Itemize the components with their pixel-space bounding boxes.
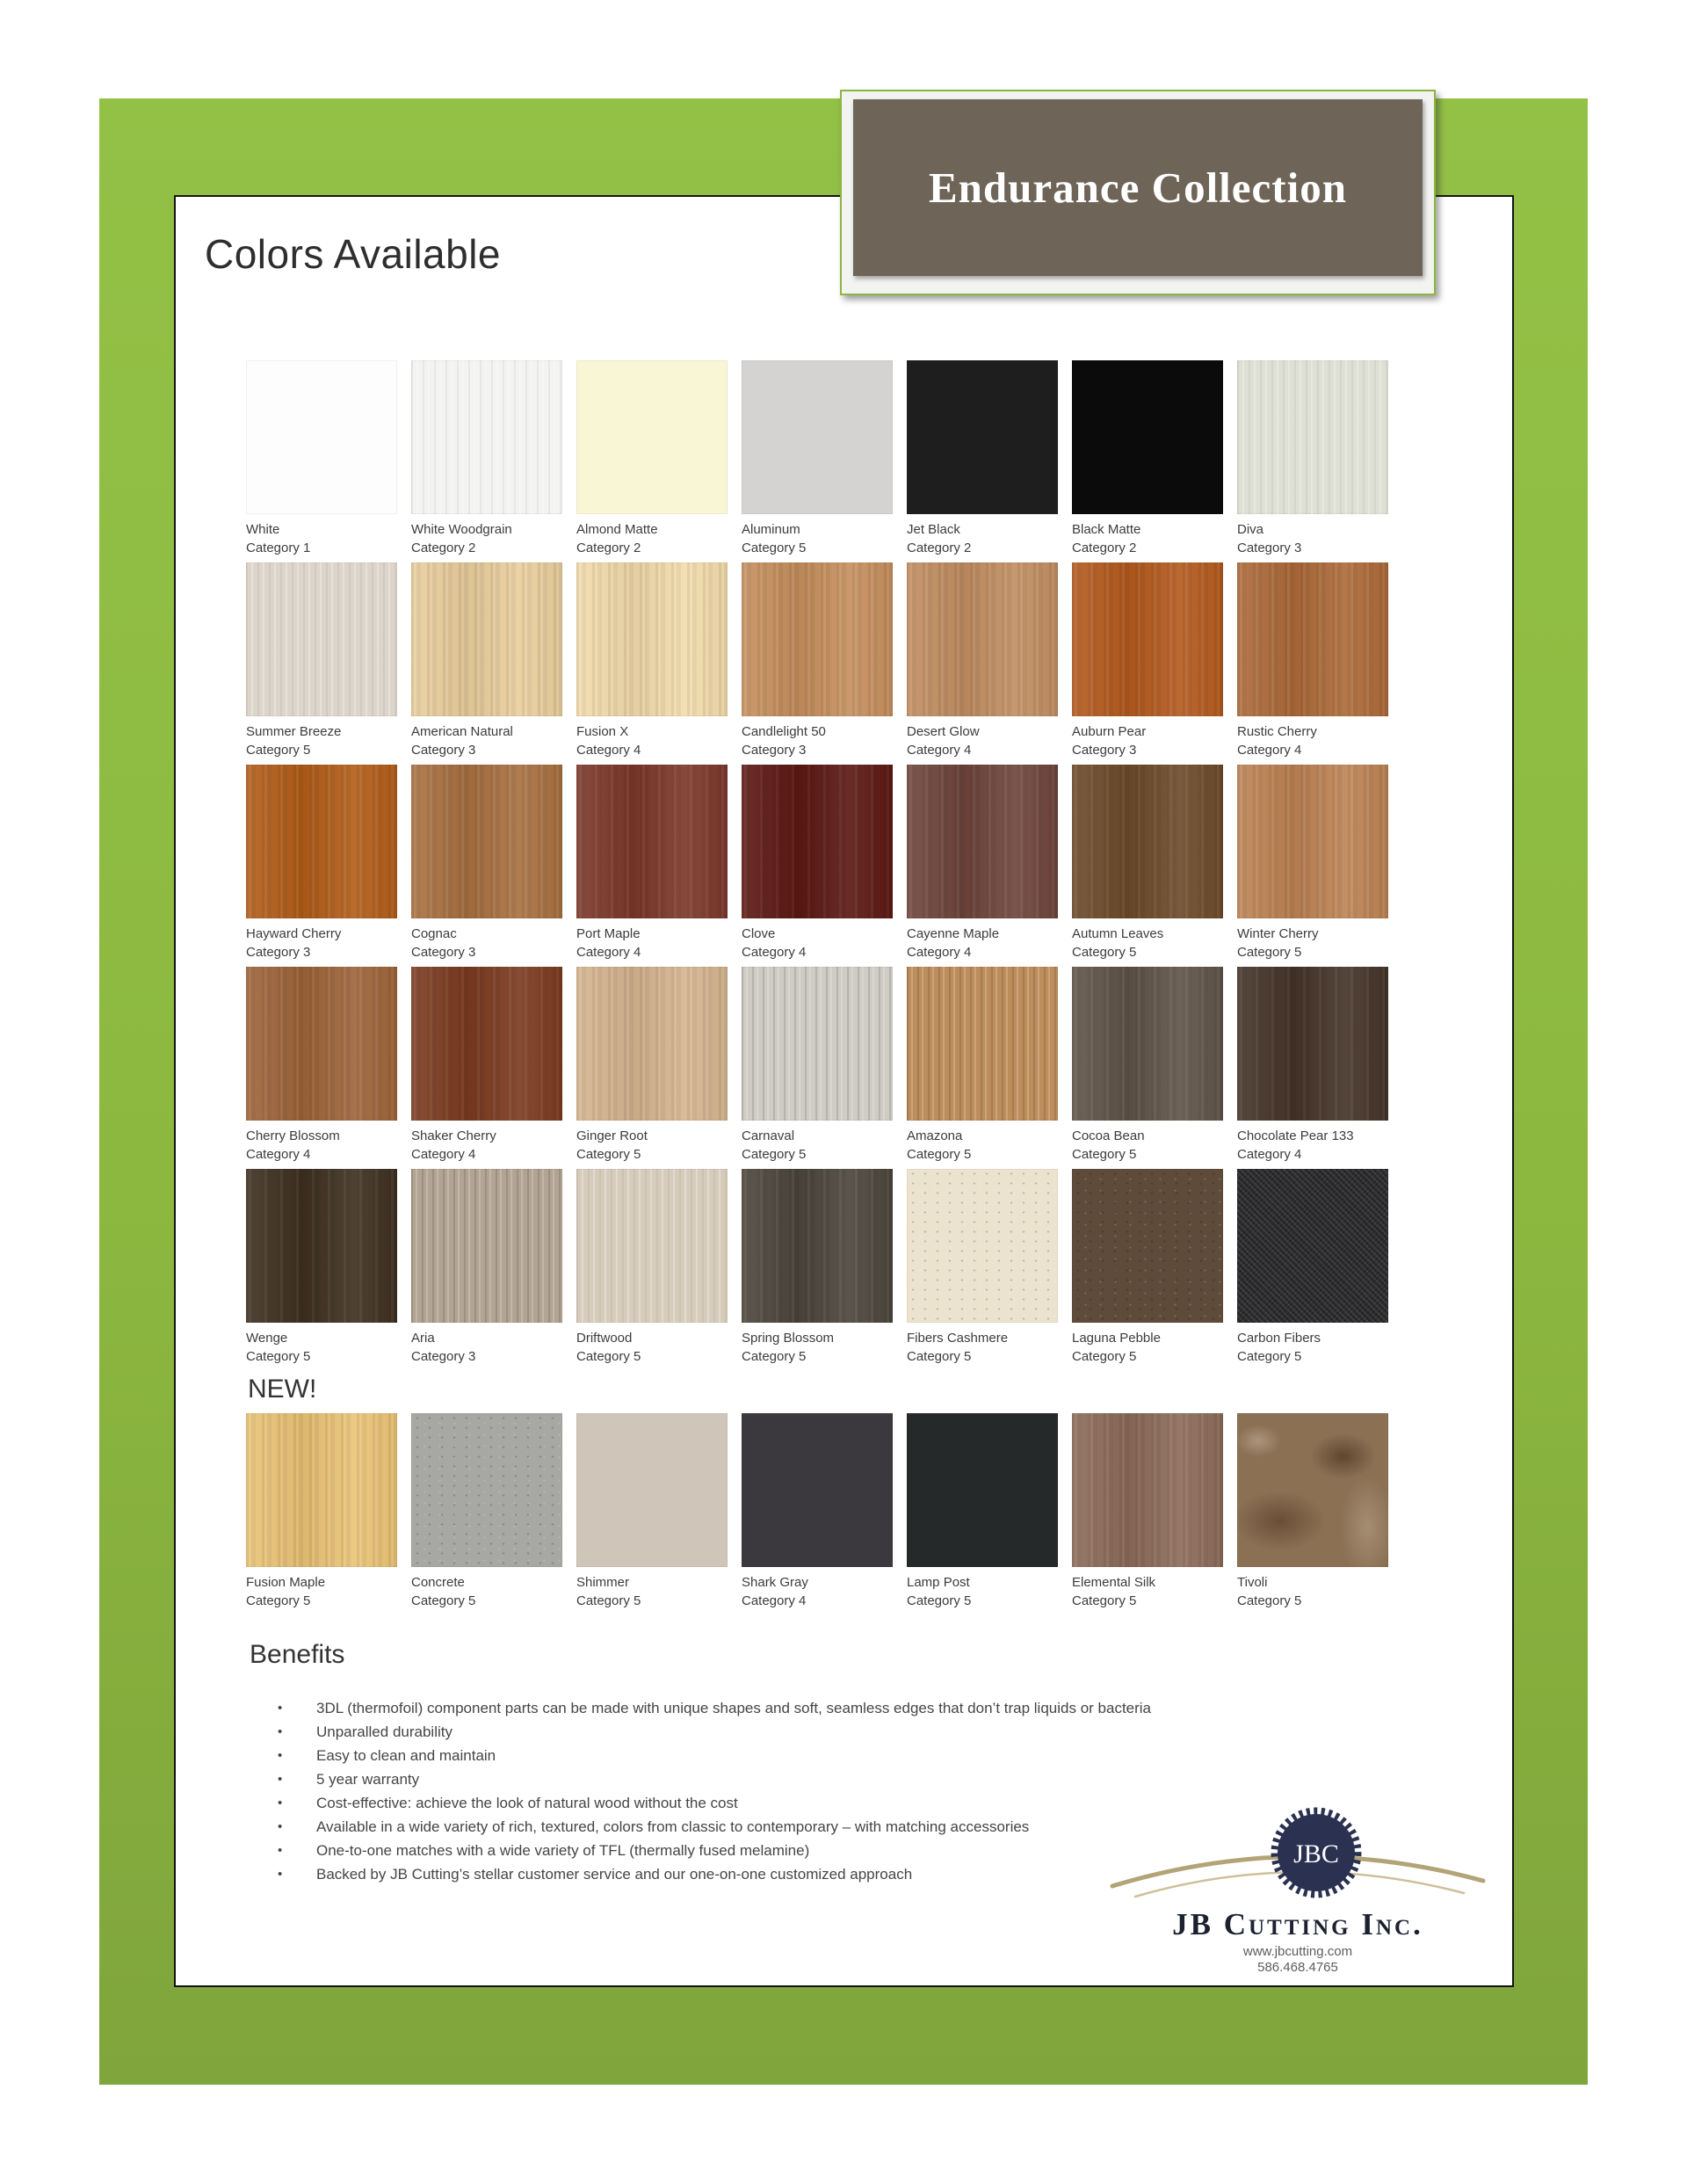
swatch-name: Laguna Pebble xyxy=(1072,1331,1161,1346)
swatch-name: Spring Blossom xyxy=(742,1331,835,1346)
swatch-sample xyxy=(246,967,397,1121)
swatch-category: Category 2 xyxy=(576,541,641,555)
swatch-sample xyxy=(1072,360,1223,514)
swatch-row xyxy=(246,562,1397,765)
benefits-heading: Benefits xyxy=(250,1640,345,1669)
swatch-sample xyxy=(411,1413,562,1567)
swatch-label xyxy=(742,925,893,961)
swatch-sample xyxy=(907,360,1058,514)
swatch-row xyxy=(246,1169,1397,1371)
swatch-label xyxy=(1072,1329,1223,1366)
swatch-label xyxy=(411,1329,562,1366)
swatch-sample xyxy=(411,765,562,918)
swatch-label xyxy=(576,925,728,961)
swatch-name: Autumn Leaves xyxy=(1072,926,1164,941)
swatch-name: Cognac xyxy=(411,926,457,941)
logo-website: www.jbcutting.com xyxy=(1242,1944,1353,1959)
swatch-cell xyxy=(411,562,562,765)
swatch-category: Category 5 xyxy=(576,1349,641,1364)
swatch-label xyxy=(1072,520,1223,557)
swatch-cell xyxy=(907,360,1058,562)
swatch-label xyxy=(742,1127,893,1164)
swatch-cell xyxy=(576,360,728,562)
swatch-sample xyxy=(246,765,397,918)
swatch-sample xyxy=(576,967,728,1121)
benefit-item: • Easy to clean and maintain xyxy=(246,1744,1397,1767)
benefit-item: • Unparalled durability xyxy=(246,1720,1397,1744)
swatch-category: Category 3 xyxy=(411,945,476,960)
swatch-category: Category 5 xyxy=(1237,1349,1302,1364)
swatch-category: Category 3 xyxy=(1237,541,1302,555)
swatch-label xyxy=(576,520,728,557)
swatch-category: Category 5 xyxy=(907,1593,972,1608)
swatch-category: Category 5 xyxy=(576,1147,641,1162)
swatch-name: Carbon Fibers xyxy=(1237,1331,1321,1346)
swatch-sample xyxy=(907,1413,1058,1567)
swatch-cell xyxy=(576,967,728,1169)
swatch-category: Category 1 xyxy=(246,541,311,555)
swatch-label xyxy=(246,1329,397,1366)
swatch-sample xyxy=(907,967,1058,1121)
swatch-name: Clove xyxy=(742,926,776,941)
swatch-label xyxy=(576,1573,728,1610)
swatch-cell xyxy=(576,1169,728,1371)
swatch-category: Category 5 xyxy=(742,1349,807,1364)
swatch-grid xyxy=(246,360,1397,1886)
swatch-label xyxy=(1072,722,1223,759)
swatch-cell xyxy=(411,1169,562,1371)
swatch-label xyxy=(1237,520,1388,557)
swatch-category: Category 5 xyxy=(246,1349,311,1364)
swatch-category: Category 3 xyxy=(411,743,476,758)
swatch-cell xyxy=(907,967,1058,1169)
swatch-label xyxy=(907,520,1058,557)
swatch-sample xyxy=(907,765,1058,918)
swatch-sample xyxy=(411,967,562,1121)
swatch-row xyxy=(246,765,1397,967)
swatch-name: Port Maple xyxy=(576,926,641,941)
swatch-label xyxy=(411,925,562,961)
swatch-category: Category 5 xyxy=(907,1349,972,1364)
swatch-name: White Woodgrain xyxy=(411,522,512,537)
swatch-sample xyxy=(576,1169,728,1323)
swatch-cell xyxy=(576,765,728,967)
swatch-label xyxy=(907,1573,1058,1610)
swatch-category: Category 3 xyxy=(742,743,807,758)
swatch-name: Black Matte xyxy=(1072,522,1141,537)
swatch-name: Concrete xyxy=(411,1575,465,1590)
swatch-name: Rustic Cherry xyxy=(1237,724,1317,739)
swatch-label xyxy=(907,925,1058,961)
swatch-label xyxy=(411,1127,562,1164)
benefit-item: • Available in a wide variety of rich, textured, colors from classic to contemporary – with matching accessories xyxy=(246,1815,1397,1839)
swatch-cell xyxy=(742,1169,893,1371)
swatch-category: Category 5 xyxy=(1072,1593,1137,1608)
swatch-cell xyxy=(246,1169,397,1371)
swatch-sample xyxy=(576,765,728,918)
swatch-category: Category 4 xyxy=(576,945,641,960)
swatch-label xyxy=(1072,1573,1223,1610)
swatch-cell xyxy=(576,1413,728,1615)
swatch-label xyxy=(907,1329,1058,1366)
swatch-cell xyxy=(576,562,728,765)
swatch-cell xyxy=(246,765,397,967)
swatch-sample xyxy=(576,1413,728,1567)
swatch-name: Aria xyxy=(411,1331,435,1346)
swatch-name: Ginger Root xyxy=(576,1128,648,1143)
swatch-category: Category 4 xyxy=(576,743,641,758)
swatch-sample xyxy=(742,765,893,918)
swatch-cell xyxy=(1237,967,1388,1169)
swatch-name: Shark Gray xyxy=(742,1575,808,1590)
swatch-category: Category 5 xyxy=(576,1593,641,1608)
swatch-name: Fusion Maple xyxy=(246,1575,326,1590)
swatch-cell xyxy=(907,765,1058,967)
swatch-label xyxy=(411,1573,562,1610)
swatch-sample xyxy=(411,562,562,716)
endurance-banner xyxy=(840,90,1436,295)
swatch-name: Desert Glow xyxy=(907,724,980,739)
swatch-rows-new xyxy=(246,1413,1397,1615)
banner-title: Endurance Collection xyxy=(853,99,1423,276)
sawblade-icon xyxy=(1267,1803,1365,1902)
swatch-label xyxy=(411,520,562,557)
swatch-cell xyxy=(411,765,562,967)
swatch-category: Category 5 xyxy=(1072,945,1137,960)
swatch-name: Driftwood xyxy=(576,1331,633,1346)
swatch-cell xyxy=(742,967,893,1169)
swatch-sample xyxy=(907,1169,1058,1323)
swatch-sample xyxy=(1237,1413,1388,1567)
swatch-sample xyxy=(742,562,893,716)
swatch-sample xyxy=(1072,562,1223,716)
swatch-category: Category 3 xyxy=(411,1349,476,1364)
swatch-cell xyxy=(742,765,893,967)
swatch-cell xyxy=(742,1413,893,1615)
swatch-category: Category 5 xyxy=(411,1593,476,1608)
swatch-sample xyxy=(742,1413,893,1567)
swatch-cell xyxy=(246,1413,397,1615)
swatch-label xyxy=(246,722,397,759)
swatch-sample xyxy=(1072,967,1223,1121)
swatch-category: Category 5 xyxy=(907,1147,972,1162)
swatch-name: Winter Cherry xyxy=(1237,926,1319,941)
swatch-name: Elemental Silk xyxy=(1072,1575,1156,1590)
swatch-sample xyxy=(576,562,728,716)
swatch-label xyxy=(742,1573,893,1610)
swatch-category: Category 2 xyxy=(1072,541,1137,555)
swatch-sample xyxy=(246,1413,397,1567)
swatch-sample xyxy=(907,562,1058,716)
swatch-cell xyxy=(1237,765,1388,967)
swatch-sample xyxy=(246,562,397,716)
swatch-category: Category 4 xyxy=(742,1593,807,1608)
swatch-label xyxy=(246,1573,397,1610)
swatch-cell xyxy=(1072,765,1223,967)
swatch-sample xyxy=(742,967,893,1121)
swatch-name: Chocolate Pear 133 xyxy=(1237,1128,1354,1143)
swatch-category: Category 5 xyxy=(246,743,311,758)
benefit-item: • 5 year warranty xyxy=(246,1767,1397,1791)
swatch-name: Tivoli xyxy=(1237,1575,1268,1590)
swatch-label xyxy=(246,1127,397,1164)
swatch-name: Aluminum xyxy=(742,522,800,537)
swatch-sample xyxy=(1072,1413,1223,1567)
swatch-name: Shaker Cherry xyxy=(411,1128,496,1143)
benefit-item: • 3DL (thermofoil) component parts can be made with unique shapes and soft, seamless edges that don’t trap liquids or bacteria xyxy=(246,1696,1397,1720)
swatch-category: Category 3 xyxy=(246,945,311,960)
swatch-cell xyxy=(1237,1413,1388,1615)
swatch-name: Cherry Blossom xyxy=(246,1128,340,1143)
swatch-cell xyxy=(907,562,1058,765)
logo-company-name: JB Cutting Inc. xyxy=(1172,1907,1423,1941)
swatch-cell xyxy=(246,967,397,1169)
swatch-name: Auburn Pear xyxy=(1072,724,1147,739)
swatch-cell xyxy=(1072,967,1223,1169)
swatch-name: Wenge xyxy=(246,1331,288,1346)
swatch-category: Category 4 xyxy=(411,1147,476,1162)
swatch-label xyxy=(411,722,562,759)
page-title: Colors Available xyxy=(205,231,502,277)
swatch-category: Category 5 xyxy=(1072,1349,1137,1364)
swatch-name: Diva xyxy=(1237,522,1264,537)
swatch-name: Jet Black xyxy=(907,522,960,537)
swatch-name: American Natural xyxy=(411,724,513,739)
swatch-category: Category 5 xyxy=(742,1147,807,1162)
swatch-category: Category 5 xyxy=(1237,945,1302,960)
swatch-sample xyxy=(742,360,893,514)
swatch-row xyxy=(246,1413,1397,1615)
swatch-name: Candlelight 50 xyxy=(742,724,826,739)
swatch-category: Category 5 xyxy=(246,1593,311,1608)
swatch-label xyxy=(576,1329,728,1366)
swatch-sample xyxy=(1237,562,1388,716)
swatch-sample xyxy=(1237,360,1388,514)
swatch-label xyxy=(742,722,893,759)
benefit-item: • Backed by JB Cutting’s stellar customer service and our one-on-one customized approach xyxy=(246,1862,1397,1886)
benefit-item: • Cost-effective: achieve the look of natural wood without the cost xyxy=(246,1791,1397,1815)
swatch-sample xyxy=(411,360,562,514)
swatch-sample xyxy=(1237,765,1388,918)
swatch-label xyxy=(1072,925,1223,961)
swatch-name: Cocoa Bean xyxy=(1072,1128,1145,1143)
swatch-cell xyxy=(246,360,397,562)
logo-phone: 586.468.4765 xyxy=(1257,1960,1338,1975)
swatch-cell xyxy=(411,967,562,1169)
swatch-name: Lamp Post xyxy=(907,1575,970,1590)
swatch-name: Summer Breeze xyxy=(246,724,342,739)
swatch-category: Category 4 xyxy=(907,743,972,758)
swatch-row xyxy=(246,360,1397,562)
swatch-row xyxy=(246,967,1397,1169)
swatch-sample xyxy=(246,1169,397,1323)
swatch-cell xyxy=(1072,562,1223,765)
swatch-cell xyxy=(1237,360,1388,562)
swatch-name: Cayenne Maple xyxy=(907,926,1000,941)
swatch-rows-main xyxy=(246,360,1397,1371)
swatch-category: Category 2 xyxy=(907,541,972,555)
logo-monogram: JBC xyxy=(1293,1839,1339,1868)
swatch-sample xyxy=(1237,1169,1388,1323)
jbc-logo xyxy=(1109,1803,1487,1975)
swatch-name: Fusion X xyxy=(576,724,629,739)
swatch-cell xyxy=(246,562,397,765)
swatch-label xyxy=(1237,1329,1388,1366)
swatch-cell xyxy=(411,360,562,562)
swatch-cell xyxy=(1072,1169,1223,1371)
swatch-label xyxy=(1237,722,1388,759)
swatch-label xyxy=(576,722,728,759)
swatch-sample xyxy=(246,360,397,514)
swatch-label xyxy=(1237,1127,1388,1164)
swatch-label xyxy=(1237,925,1388,961)
swatch-label xyxy=(907,722,1058,759)
swatch-cell xyxy=(1237,1169,1388,1371)
swatch-cell xyxy=(742,562,893,765)
new-label: NEW! xyxy=(248,1375,317,1404)
swatch-name: Almond Matte xyxy=(576,522,658,537)
swatch-sample xyxy=(411,1169,562,1323)
swatch-category: Category 4 xyxy=(1237,1147,1302,1162)
swatch-cell xyxy=(1072,1413,1223,1615)
swatch-sample xyxy=(1072,1169,1223,1323)
swatch-category: Category 4 xyxy=(907,945,972,960)
swatch-cell xyxy=(1072,360,1223,562)
swatch-category: Category 3 xyxy=(1072,743,1137,758)
swatch-label xyxy=(742,1329,893,1366)
swatch-category: Category 2 xyxy=(411,541,476,555)
swatch-label xyxy=(1237,1573,1388,1610)
swatch-category: Category 4 xyxy=(742,945,807,960)
swatch-cell xyxy=(907,1413,1058,1615)
swatch-sample xyxy=(1072,765,1223,918)
swatch-label xyxy=(246,925,397,961)
swatch-name: Hayward Cherry xyxy=(246,926,342,941)
swatch-label xyxy=(1072,1127,1223,1164)
swatch-category: Category 4 xyxy=(1237,743,1302,758)
swatch-category: Category 5 xyxy=(1237,1593,1302,1608)
swatch-sample xyxy=(742,1169,893,1323)
page-sheet xyxy=(174,195,1514,1987)
swatch-label xyxy=(907,1127,1058,1164)
swatch-cell xyxy=(907,1169,1058,1371)
swatch-cell xyxy=(742,360,893,562)
swatch-name: Amazona xyxy=(907,1128,963,1143)
swatch-sample xyxy=(576,360,728,514)
swatch-sample xyxy=(1237,967,1388,1121)
swatch-category: Category 5 xyxy=(742,541,807,555)
swatch-label xyxy=(246,520,397,557)
benefit-item: • One-to-one matches with a wide variety of TFL (thermally fused melamine) xyxy=(246,1839,1397,1862)
swatch-name: Carnaval xyxy=(742,1128,795,1143)
swatch-name: Shimmer xyxy=(576,1575,630,1590)
swatch-category: Category 5 xyxy=(1072,1147,1137,1162)
swatch-category: Category 4 xyxy=(246,1147,311,1162)
swatch-cell xyxy=(411,1413,562,1615)
swatch-cell xyxy=(1237,562,1388,765)
swatch-name: Fibers Cashmere xyxy=(907,1331,1009,1346)
swatch-label xyxy=(576,1127,728,1164)
swatch-name: White xyxy=(246,522,280,537)
swatch-label xyxy=(742,520,893,557)
